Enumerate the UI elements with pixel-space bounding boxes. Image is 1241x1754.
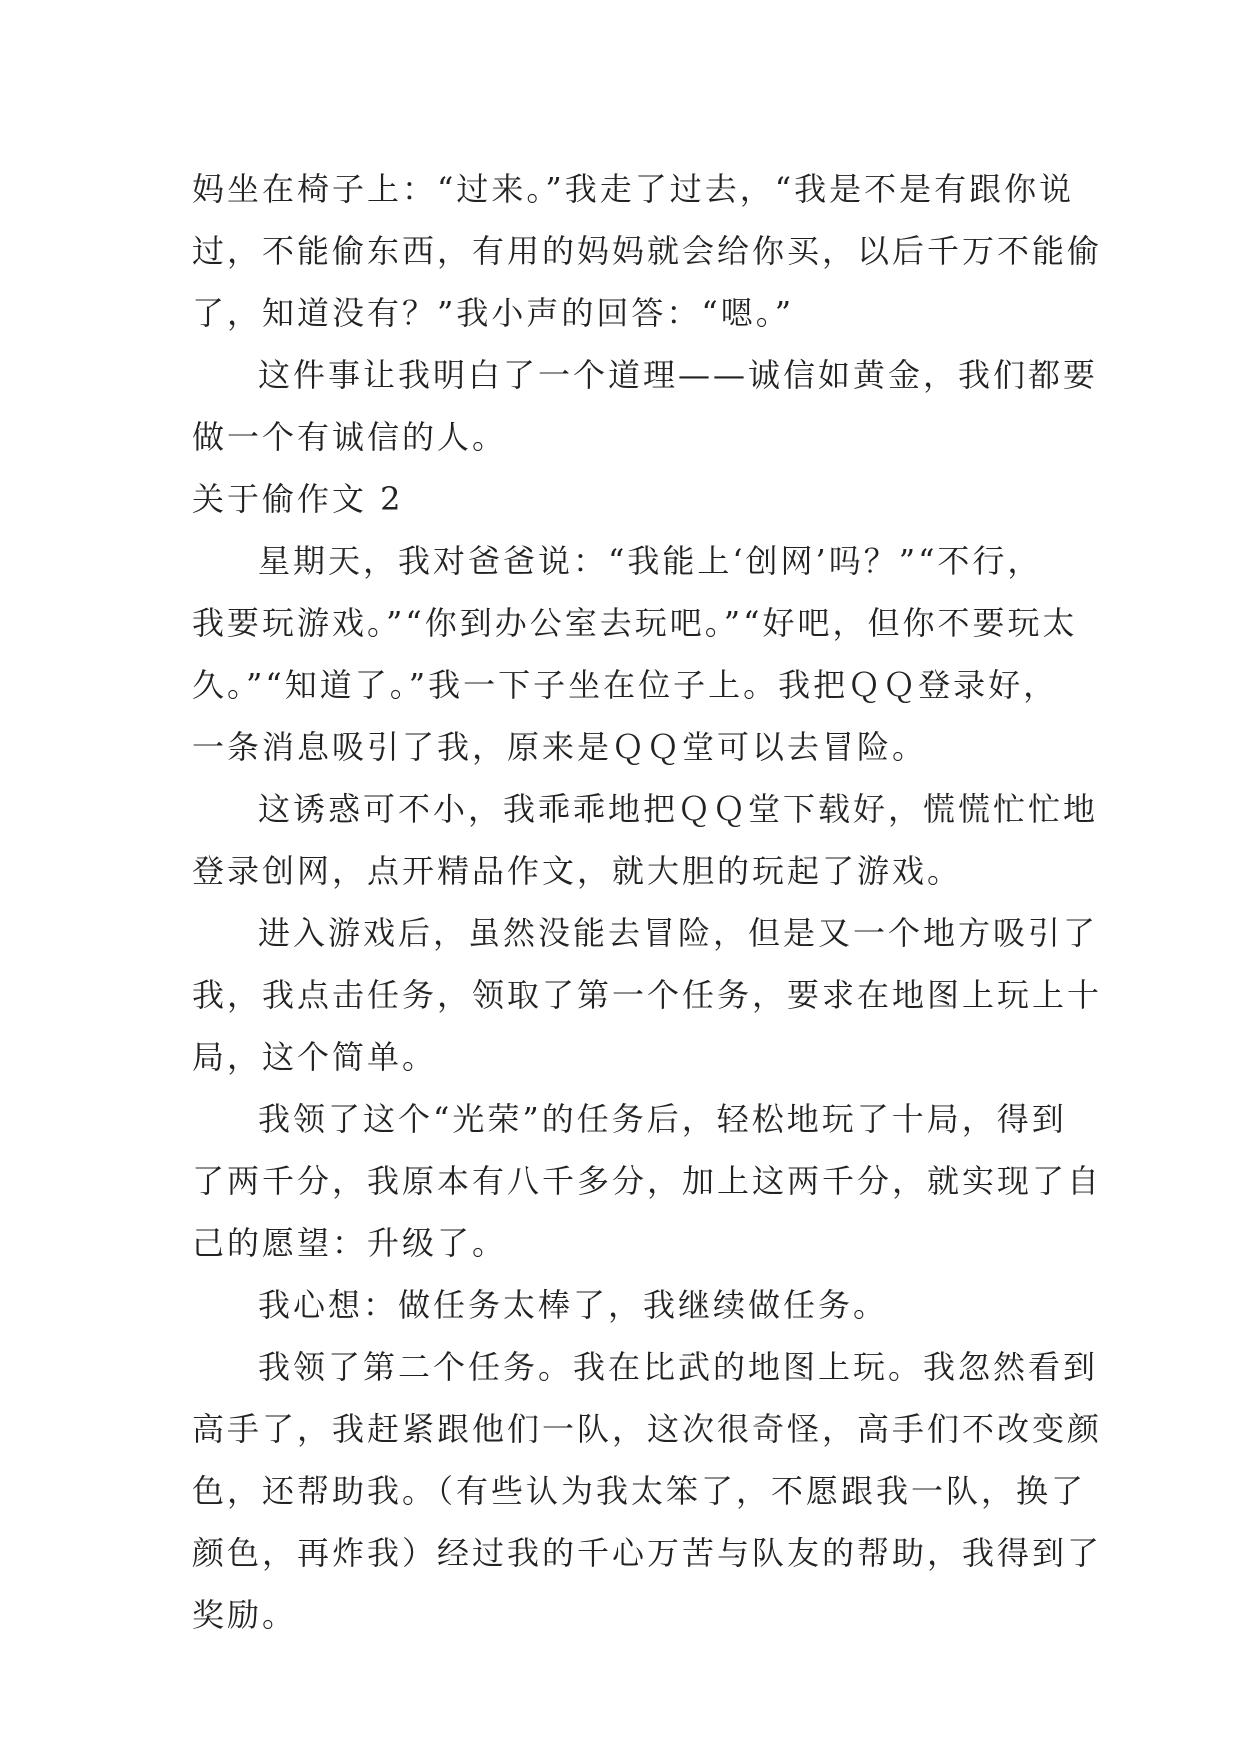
paragraph: [192, 902, 1103, 1088]
text-line: 登录创网，点开精品作文，就大胆的玩起了游戏。: [192, 852, 963, 890]
document-body: [192, 158, 1103, 1646]
text-line: 我心想：做任务太棒了，我继续做任务。: [258, 1286, 889, 1324]
text-line: 一条消息吸引了我，原来是ＱＱ堂可以去冒险。: [192, 728, 928, 766]
text-line: 妈坐在椅子上：“过来。”我走了过去，“我是不是有跟你说: [192, 170, 1075, 208]
text-line: 奖励。: [192, 1596, 298, 1634]
text-line: 颜色，再炸我）经过我的千心万苦与队友的帮助，我得到了: [192, 1534, 1103, 1572]
text-line: 这件事让我明白了一个道理——诚信如黄金，我们都要: [258, 356, 1099, 394]
text-line: 我领了第二个任务。我在比武的地图上玩。我忽然看到: [258, 1348, 1099, 1386]
text-line: 这诱惑可不小，我乖乖地把ＱＱ堂下载好，慌慌忙忙地: [258, 790, 1099, 828]
text-line: 色，还帮助我。（有些认为我太笨了，不愿跟我一队，换了: [192, 1472, 1087, 1510]
text-line: 了两千分，我原本有八千多分，加上这两千分，就实现了自: [192, 1162, 1103, 1200]
text-line: 己的愿望：升级了。: [192, 1224, 508, 1262]
text-line: 我要玩游戏。”“你到办公室去玩吧。”“好吧，但你不要玩太: [192, 604, 1078, 642]
paragraph: [192, 778, 1099, 902]
text-line: 星期天，我对爸爸说：“我能上‘创网’吗？”“不行，: [258, 542, 1043, 580]
text-line: 我，我点击任务，领取了第一个任务，要求在地图上玩上十: [192, 976, 1103, 1014]
text-line: 了，知道没有？”我小声的回答：“嗯。”: [192, 294, 795, 332]
paragraph: [192, 1336, 1103, 1646]
text-line: 进入游戏后，虽然没能去冒险，但是又一个地方吸引了: [258, 914, 1099, 952]
paragraph: [192, 344, 1099, 468]
text-line: 做一个有诚信的人。: [192, 418, 508, 456]
text-line: 局，这个简单。: [192, 1038, 438, 1076]
paragraph: [192, 1274, 1052, 1336]
text-line: 我领了这个“光荣”的任务后，轻松地玩了十局，得到: [258, 1100, 1067, 1138]
text-line: 久。”“知道了。”我一下子坐在位子上。我把ＱＱ登录好，: [192, 666, 1059, 704]
text-line: 过，不能偷东西，有用的妈妈就会给你买，以后千万不能偷: [192, 232, 1103, 270]
paragraph: [192, 158, 1103, 344]
paragraph: [192, 1088, 1103, 1274]
paragraph: [192, 530, 1078, 778]
section-heading: 关于偷作文 2: [192, 480, 404, 518]
text-line: 高手了，我赶紧跟他们一队，这次很奇怪，高手们不改变颜: [192, 1410, 1103, 1448]
